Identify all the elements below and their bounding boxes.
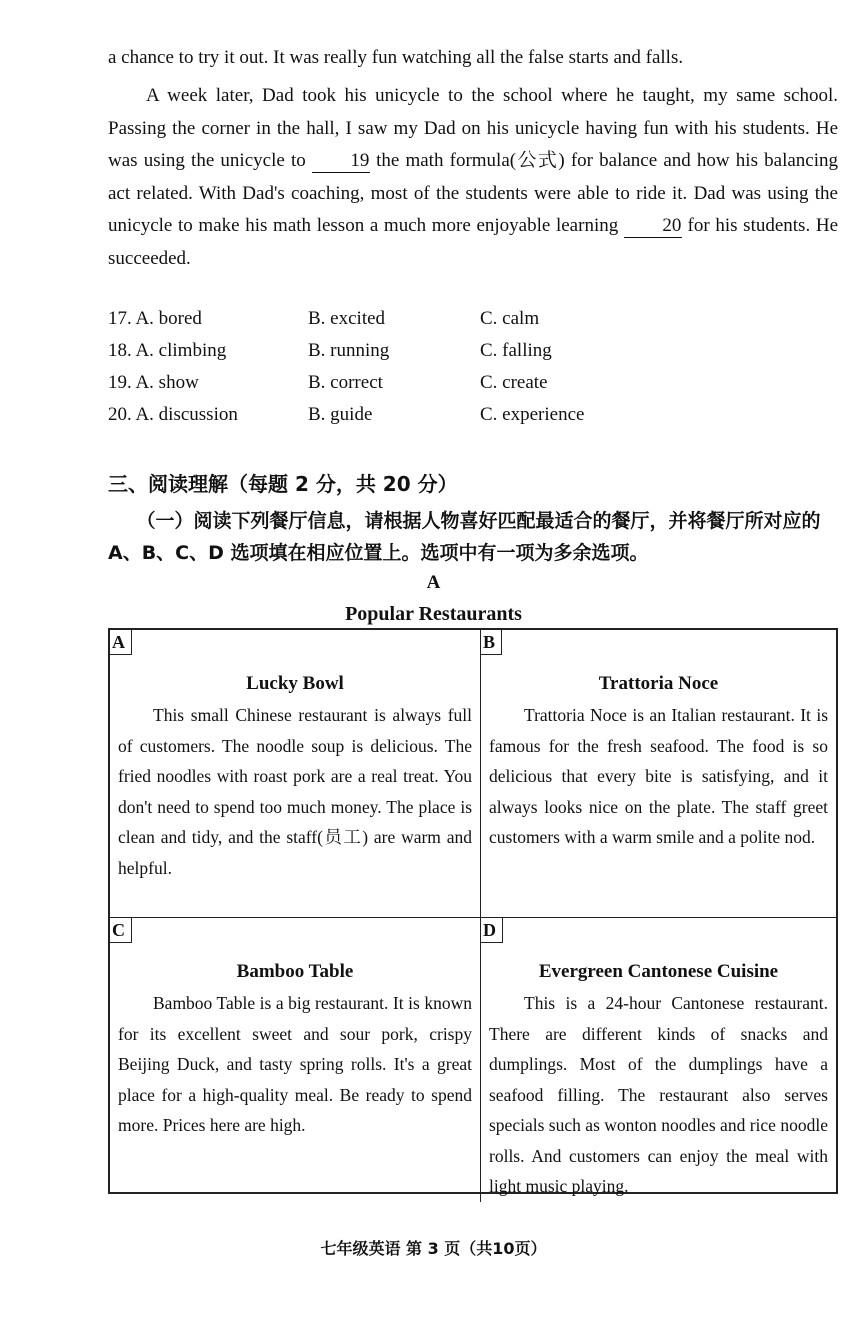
question-18-options bbox=[108, 340, 668, 372]
table-title: Popular Restaurants bbox=[345, 603, 522, 625]
restaurant-table bbox=[108, 628, 838, 1194]
option-18-a: 18. A. climbing bbox=[108, 340, 227, 361]
option-19-a: 19. A. show bbox=[108, 372, 199, 393]
restaurant-name-c: Bamboo Table bbox=[236, 961, 354, 982]
restaurant-letter-c: C bbox=[110, 918, 132, 943]
restaurant-desc-a: This small Chinese restaurant is always full of customers. The noodle soup is delicious. The fried noodles with roast pork are a real treat. You don't need to spend too much money. The place is clean and tidy, and the staff(员工) are warm and helpful. bbox=[118, 705, 472, 878]
story-text-part-1: A week later, Dad took his unicycle to the school where he taught, my same school. Passing the corner in the hall, I saw my Dad on his unicycle having fun with his students. He was using the unicycle to bbox=[108, 85, 838, 171]
option-18-c: C. falling bbox=[480, 340, 552, 361]
option-17-c: C. calm bbox=[480, 308, 540, 329]
restaurant-name-b: Trattoria Noce bbox=[598, 673, 719, 694]
option-19-c: C. create bbox=[480, 372, 548, 393]
restaurant-card-c bbox=[110, 918, 481, 1202]
passage-label: A bbox=[426, 572, 441, 593]
option-18-b: B. running bbox=[308, 340, 390, 361]
restaurant-name-d: Evergreen Cantonese Cuisine bbox=[538, 961, 779, 982]
story-text-part-2: the math formula(公式) for balance and how his balancing act related. With Dad's coaching, most of the students were able to ride it. Dad was using the unicycle to make his math lesson a much more enjoyable learning bbox=[108, 150, 838, 236]
page-footer: 七年级英语 第 3 页（共10页） bbox=[320, 1239, 547, 1258]
option-20-b: B. guide bbox=[308, 404, 373, 425]
restaurant-desc-b: Trattoria Noce is an Italian restaurant. It is famous for the fresh seafood. The food is so delicious that every bite is satisfying, and it always looks nice on the plate. The staff greet customers with a warm smile and a polite nod. bbox=[489, 705, 828, 847]
section-title: 三、阅读理解（每题 2 分，共 20 分） bbox=[108, 472, 458, 496]
restaurant-letter-a: A bbox=[110, 630, 132, 655]
story-text-part-3: for his students. He succeeded. bbox=[108, 215, 839, 269]
restaurant-card-b bbox=[481, 630, 836, 918]
option-20-a: 20. A. discussion bbox=[108, 404, 238, 425]
option-20-c: C. experience bbox=[480, 404, 585, 425]
option-17-b: B. excited bbox=[308, 308, 386, 329]
story-line-1: a chance to try it out. It was really fun watching all the false starts and falls. bbox=[108, 47, 684, 68]
blank-19: 19 bbox=[312, 150, 370, 173]
restaurant-desc-c: Bamboo Table is a big restaurant. It is known for its excellent sweet and sour pork, crispy Beijing Duck, and tasty spring rolls. It's a great place for a high-quality meal. Be ready to spend more. Prices here are high. bbox=[118, 993, 472, 1135]
restaurant-card-d bbox=[481, 918, 836, 1202]
option-17-a: 17. A. bored bbox=[108, 308, 202, 329]
blank-20: 20 bbox=[624, 215, 682, 238]
option-19-b: B. correct bbox=[308, 372, 383, 393]
question-20-options bbox=[108, 404, 668, 436]
restaurant-name-a: Lucky Bowl bbox=[246, 673, 344, 694]
section-instruction: （一）阅读下列餐厅信息，请根据人物喜好匹配最适合的餐厅，并将餐厅所对应的 A、B、C、D 选项填在相应位置上。选项中有一项为多余选项。 bbox=[108, 510, 821, 564]
question-19-options bbox=[108, 372, 668, 404]
restaurant-card-a bbox=[110, 630, 481, 918]
story-paragraph-2 bbox=[108, 80, 838, 275]
restaurant-desc-d: This is a 24-hour Cantonese restaurant. There are different kinds of snacks and dumplings. Most of the dumplings have a seafood filling. The restaurant also serves specials such as wonton noodles and rice noodle rolls. And customers can enjoy the meal with light music playing. bbox=[489, 993, 828, 1196]
restaurant-letter-d: D bbox=[481, 918, 503, 943]
restaurant-letter-b: B bbox=[481, 630, 502, 655]
question-17-options bbox=[108, 308, 668, 340]
